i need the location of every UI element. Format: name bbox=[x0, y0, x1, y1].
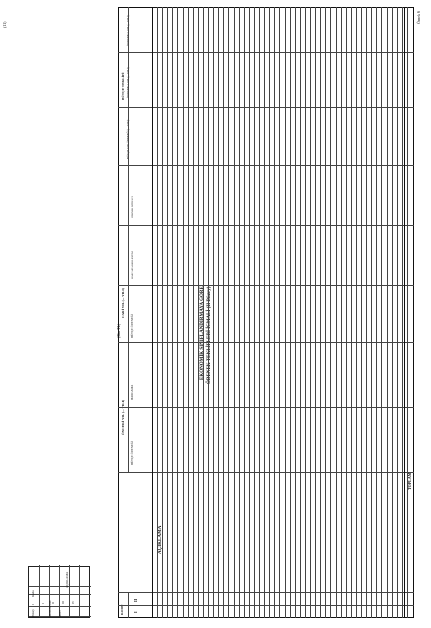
table-row-line bbox=[208, 7, 209, 618]
table-row-line bbox=[397, 7, 398, 618]
small-table-row-code: IV bbox=[71, 600, 75, 604]
table-row-line bbox=[128, 593, 129, 618]
table-row-line bbox=[264, 7, 265, 618]
small-table-row-label: KURUMSAL bbox=[48, 600, 52, 617]
table-row-line bbox=[392, 7, 393, 618]
sub-next-year-1: İZLEYEN 1. YIL (... YILI) bbox=[127, 67, 130, 98]
small-table-header-desc: AÇIKLAMA bbox=[65, 571, 69, 588]
unit-note: (Bin TL) bbox=[116, 323, 121, 338]
table-row-line bbox=[356, 7, 357, 618]
corner-code: (11) bbox=[2, 21, 7, 28]
aciklama-header: AÇIKLAMA bbox=[158, 525, 163, 554]
sub-cur-need: ÖDENEK İHTİYACI bbox=[131, 196, 134, 218]
small-table-row-code: I bbox=[41, 603, 45, 604]
table-row-line bbox=[177, 7, 178, 618]
table-row-line bbox=[366, 7, 367, 618]
table-row-line bbox=[351, 7, 352, 618]
small-table-row-label: KOD bbox=[58, 610, 62, 617]
small-table-header-level: Düzey bbox=[31, 609, 35, 617]
table-row-line bbox=[254, 7, 255, 618]
table-row-line bbox=[228, 7, 229, 618]
table-row-line bbox=[198, 7, 199, 618]
table-row-line bbox=[269, 7, 270, 618]
table-row-line bbox=[320, 7, 321, 618]
table-row-line bbox=[330, 7, 331, 618]
table-row-line bbox=[152, 7, 153, 618]
table-row-line bbox=[259, 7, 260, 618]
group-previous-year: ÖNCEKİ YIL (... YILI) bbox=[121, 399, 125, 435]
sub-prev-budget: BÜTÇE ÖDENEĞİ bbox=[130, 441, 134, 465]
table-row-line bbox=[325, 7, 326, 618]
table-row-line bbox=[315, 7, 316, 618]
sub-cur-budget: BÜTÇE ÖDENEĞİ bbox=[130, 314, 134, 338]
table-row-line bbox=[239, 7, 240, 618]
group-budget-proposal: BÜTÇE TEKLİFİ bbox=[121, 72, 125, 100]
small-table-row-code: II bbox=[51, 602, 55, 604]
table-row-line bbox=[162, 7, 163, 618]
table-row-line bbox=[218, 7, 219, 618]
table-row-line bbox=[285, 7, 286, 618]
group-current-year: CARİ YIL (... YILI) bbox=[121, 288, 125, 318]
table-row-line bbox=[371, 7, 372, 618]
small-table-header-code: Kodu bbox=[31, 590, 35, 597]
table-row-line bbox=[244, 7, 245, 618]
table-row-line bbox=[310, 7, 311, 618]
table-row-line bbox=[361, 7, 362, 618]
total-label: TOPLAM bbox=[407, 472, 412, 490]
page-title-line2: ÖDENEK TEKLİFLERİ İCMALİ (II Düzey) bbox=[207, 286, 212, 384]
table-row-line bbox=[381, 7, 382, 618]
table-row-line bbox=[305, 7, 306, 618]
kod-header: KODU bbox=[120, 604, 124, 615]
table-row-line bbox=[213, 7, 214, 618]
small-table-row-code: III bbox=[61, 601, 65, 604]
table-row-line bbox=[128, 7, 129, 473]
table-row-line bbox=[404, 7, 405, 618]
table-row-line bbox=[402, 7, 403, 618]
table-row-line bbox=[274, 7, 275, 618]
table-row-line bbox=[300, 7, 301, 618]
table-row-line bbox=[387, 7, 388, 618]
table-row-line bbox=[295, 7, 296, 618]
table-row-line bbox=[290, 7, 291, 618]
page-title-line1: EKONOMİK SINIFLANDIRMAYA GÖRE bbox=[200, 286, 205, 380]
table-row-line bbox=[203, 7, 204, 618]
table-row-line bbox=[279, 7, 280, 618]
table-row-line bbox=[336, 7, 337, 618]
form-note: Örnek 6 bbox=[416, 11, 421, 24]
table-row-line bbox=[346, 7, 347, 618]
kod-col-ii: II bbox=[133, 598, 138, 602]
kod-col-i: I bbox=[133, 611, 138, 613]
table-row-line bbox=[249, 7, 250, 618]
small-table-header-i: I bbox=[31, 604, 35, 605]
table-row-line bbox=[407, 7, 408, 618]
table-row-line bbox=[234, 7, 235, 618]
table-row-line bbox=[223, 7, 224, 618]
table-row-line bbox=[376, 7, 377, 618]
table-row-line bbox=[193, 7, 194, 618]
table-row-line bbox=[172, 7, 173, 618]
table-row-line bbox=[183, 7, 184, 618]
table-row-line bbox=[157, 7, 158, 618]
table-row-line bbox=[167, 7, 168, 618]
table-row-line bbox=[341, 7, 342, 618]
table-row-line bbox=[188, 7, 189, 618]
sub-cur-expected: HARCAMA BEKLENTİSİ bbox=[131, 251, 134, 279]
sub-next-year-2: İZLEYEN 2. YIL (... YILI) bbox=[127, 15, 130, 46]
sub-budget-year: BÜTÇE YILI ÖDENEĞİ (... YILI) bbox=[127, 119, 130, 159]
sub-prev-spending: HARCAMA bbox=[130, 384, 134, 400]
